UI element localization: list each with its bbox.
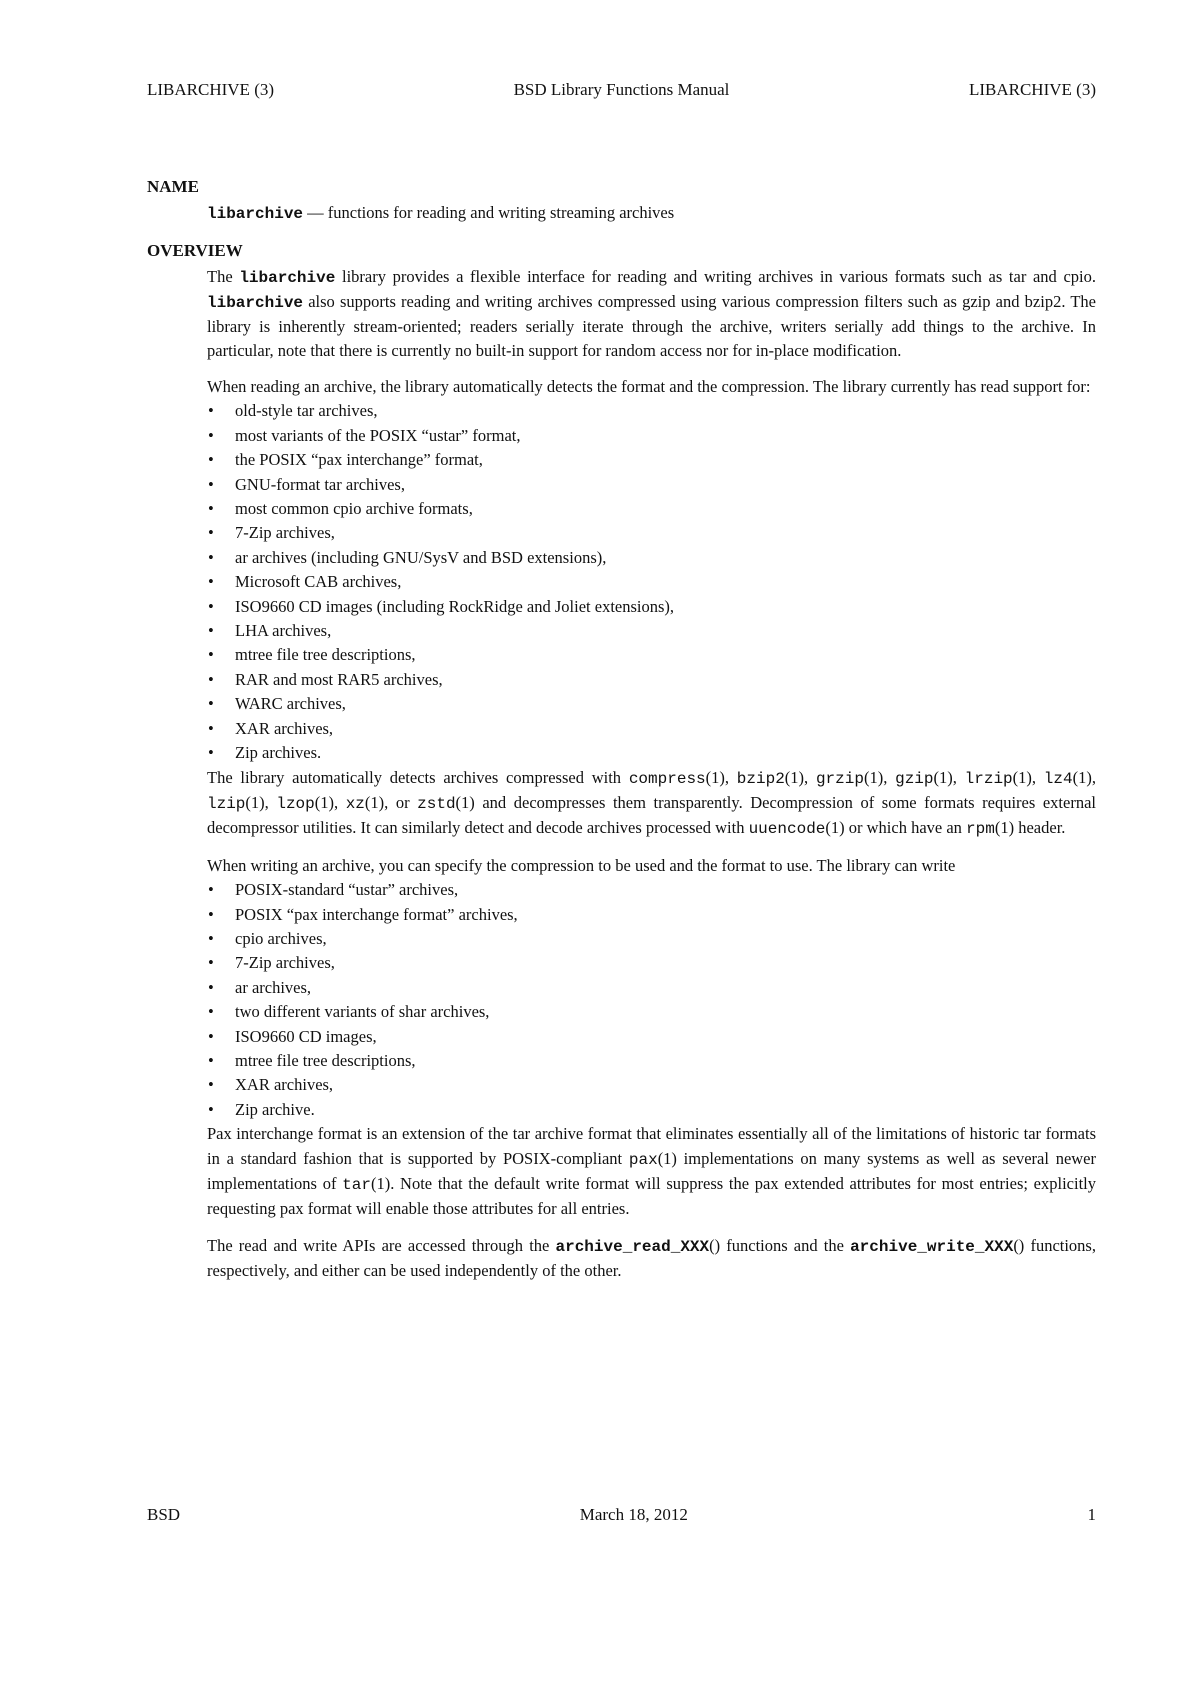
text-run: (1) implementations on many systems as well as several newer implementations of: [207, 1148, 1097, 1193]
command-name: libarchive: [207, 294, 304, 312]
name-dash: —: [303, 203, 328, 222]
bullet-icon: •: [208, 1099, 214, 1119]
bullet-icon: •: [208, 904, 214, 924]
list-item: [207, 497, 1096, 521]
list-item: [207, 903, 1096, 927]
text-run: (1) or which have an: [825, 818, 967, 838]
text-run: (1),: [314, 792, 346, 812]
manpage-ref: grzip: [815, 769, 864, 788]
list-item: [207, 741, 1096, 765]
bullet-icon: •: [208, 977, 214, 997]
function-name: archive_read_XXX: [555, 1237, 710, 1256]
header-center: BSD Library Functions Manual: [513, 80, 730, 99]
bullet-icon: •: [208, 694, 214, 714]
text-run: (1),: [245, 792, 277, 812]
list-item: [207, 1073, 1096, 1097]
list-item-text: ISO9660 CD images (including RockRidge and Joliet extensions),: [235, 596, 675, 616]
bullet-icon: •: [208, 1002, 214, 1022]
section-title-overview: OVERVIEW: [147, 241, 243, 260]
text-run: Pax interchange format is an extension of the tar archive format that eliminates essentially all of the limitations of historic tar formats in a standard fashion that is supported by POSIX-compliant: [207, 1124, 1096, 1168]
bullet-icon: •: [208, 953, 214, 973]
list-item: [207, 668, 1096, 692]
overview-paragraph-2: When reading an archive, the library automatically detects the format and the compression. The library currently has read support for:: [207, 377, 1091, 396]
bullet-icon: •: [208, 572, 214, 592]
bullet-icon: •: [208, 669, 214, 689]
manpage-ref: compress: [628, 769, 706, 788]
bullet-icon: •: [208, 928, 214, 948]
bullet-icon: •: [208, 401, 214, 421]
list-item-text: POSIX-standard “ustar” archives,: [235, 880, 459, 900]
manpage-ref: pax: [628, 1150, 658, 1169]
footer-page-number: 1: [1087, 1505, 1096, 1524]
text-run: The read and write APIs are accessed through the: [207, 1235, 556, 1255]
overview-paragraph-5: [207, 1122, 1096, 1222]
overview-section-body: [207, 265, 1096, 1284]
command-name: libarchive: [207, 205, 304, 223]
function-name: archive_write_XXX: [850, 1237, 1014, 1256]
text-run: library provides a flexible interface for reading and writing archives in various formats such as tar and cpio.: [335, 267, 1096, 286]
header-left: LIBARCHIVE (3): [147, 80, 275, 99]
running-header: [147, 80, 1096, 100]
header-right: LIBARCHIVE (3): [968, 80, 1096, 99]
list-item-text: most common cpio archive formats,: [235, 499, 473, 519]
list-item-text: Zip archives.: [235, 743, 322, 763]
list-item: [207, 595, 1096, 619]
list-item: [207, 1000, 1096, 1024]
list-item-text: WARC archives,: [235, 694, 346, 714]
text-run: () functions, respectively, and either can be used independently of the other.: [207, 1235, 1096, 1281]
manpage-ref: rpm: [966, 820, 995, 839]
manpage-ref: lz4: [1043, 769, 1073, 788]
text-run: (1),: [1072, 767, 1096, 787]
manpage-ref: tar: [342, 1176, 371, 1194]
bullet-icon: •: [208, 1050, 214, 1070]
manpage-ref: lzip: [207, 794, 246, 813]
bullet-icon: •: [208, 425, 214, 445]
bullet-icon: •: [208, 880, 214, 900]
bullet-icon: •: [208, 1026, 214, 1046]
list-item-text: ar archives (including GNU/SysV and BSD extensions),: [235, 547, 607, 567]
manpage-ref: gzip: [895, 769, 934, 788]
overview-paragraph-1: [207, 265, 1096, 363]
overview-paragraph-3: [207, 766, 1096, 842]
manpage-ref: lzop: [276, 794, 315, 813]
text-run: () functions and the: [709, 1235, 851, 1255]
bullet-icon: •: [208, 450, 214, 470]
text-run: (1), or: [364, 792, 418, 812]
list-item: [207, 1049, 1096, 1073]
read-formats-list: [207, 399, 1096, 765]
text-run: (1),: [863, 767, 896, 787]
list-item-text: XAR archives,: [235, 718, 334, 738]
list-item: [207, 521, 1096, 545]
list-item-text: LHA archives,: [235, 621, 332, 641]
list-item: [207, 424, 1096, 448]
list-item: [207, 473, 1096, 497]
list-item: [207, 976, 1096, 1000]
manpage-ref: lrzip: [964, 769, 1013, 788]
overview-paragraph-4: When writing an archive, you can specify the compression to be used and the format to use. The library can write: [207, 855, 956, 875]
text-run: (1),: [784, 767, 816, 787]
bullet-icon: •: [208, 474, 214, 494]
list-item: [207, 951, 1096, 975]
footer-center: March 18, 2012: [579, 1505, 688, 1524]
bullet-icon: •: [208, 523, 214, 543]
name-line: [207, 201, 1096, 226]
section-title-name: NAME: [147, 177, 199, 196]
list-item-text: cpio archives,: [235, 928, 327, 948]
list-item-text: mtree file tree descriptions,: [235, 645, 416, 665]
list-item: [207, 399, 1096, 423]
text-run: (1) header.: [994, 818, 1066, 838]
list-item-text: most variants of the POSIX “ustar” format,: [235, 425, 521, 445]
manpage-ref: zstd: [417, 794, 456, 813]
list-item: [207, 619, 1096, 643]
list-item: [207, 1098, 1096, 1122]
text-run: (1),: [933, 767, 965, 787]
overview-paragraph-6: [207, 1234, 1096, 1284]
bullet-icon: •: [208, 718, 214, 738]
list-item: [207, 692, 1096, 716]
list-item-text: Microsoft CAB archives,: [235, 572, 402, 592]
bullet-icon: •: [208, 547, 214, 567]
list-item-text: ISO9660 CD images,: [235, 1026, 377, 1046]
list-item: [207, 643, 1096, 667]
bullet-icon: •: [208, 743, 214, 763]
bullet-icon: •: [208, 645, 214, 665]
name-section-body: [207, 201, 1096, 226]
text-run: (1) and decompresses them transparently. Decompression of some formats requires external decompressor utilities. It can similarly detect and decode archives processed with: [207, 792, 1096, 838]
list-item-text: 7-Zip archives,: [235, 953, 335, 973]
page-content: [147, 176, 1096, 1284]
name-description: functions for reading and writing streaming archives: [327, 203, 675, 222]
bullet-icon: •: [208, 1075, 214, 1095]
list-item-text: XAR archives,: [235, 1075, 334, 1095]
bullet-icon: •: [208, 621, 214, 641]
text-run: (1),: [705, 767, 737, 787]
list-item: [207, 1025, 1096, 1049]
bullet-icon: •: [208, 596, 214, 616]
list-item: [207, 717, 1096, 741]
list-item-text: Zip archive.: [235, 1099, 315, 1119]
list-item-text: mtree file tree descriptions,: [235, 1050, 416, 1070]
list-item-text: POSIX “pax interchange format” archives,: [235, 904, 518, 924]
list-item: [207, 927, 1096, 951]
text-run: The library automatically detects archives compressed with: [207, 767, 629, 787]
write-formats-list: [207, 878, 1096, 1122]
command-name: libarchive: [239, 269, 336, 287]
manpage-ref: uuencode: [748, 820, 826, 839]
manpage-ref: bzip2: [736, 769, 785, 788]
list-item-text: RAR and most RAR5 archives,: [235, 669, 443, 689]
list-item: [207, 448, 1096, 472]
text-run: The: [207, 267, 240, 286]
text-run: also supports reading and writing archives compressed using various compression filters such as gzip and bzip2. The library is inherently stream-oriented; readers serially iterate through the archive, writers serially add things to the archive. In particular, note that there is currently no built-in support for random access nor for in-place modification.: [207, 292, 1096, 360]
running-footer: [147, 1505, 1096, 1525]
list-item-text: GNU-format tar archives,: [235, 474, 405, 494]
list-item: [207, 546, 1096, 570]
list-item-text: 7-Zip archives,: [235, 523, 335, 543]
list-item: [207, 878, 1096, 902]
list-item-text: two different variants of shar archives,: [235, 1002, 490, 1022]
list-item-text: the POSIX “pax interchange” format,: [235, 450, 483, 470]
list-item-text: ar archives,: [235, 977, 312, 997]
bullet-icon: •: [208, 499, 214, 519]
footer-left: BSD: [147, 1505, 181, 1524]
text-run: (1),: [1012, 767, 1044, 787]
text-run: (1). Note that the default write format will suppress the pax extended attributes for most entries; explicitly requesting pax format will enable those attributes for all entries.: [207, 1174, 1096, 1219]
list-item: [207, 570, 1096, 594]
manpage-ref: xz: [345, 794, 365, 813]
list-item-text: old-style tar archives,: [235, 401, 378, 421]
